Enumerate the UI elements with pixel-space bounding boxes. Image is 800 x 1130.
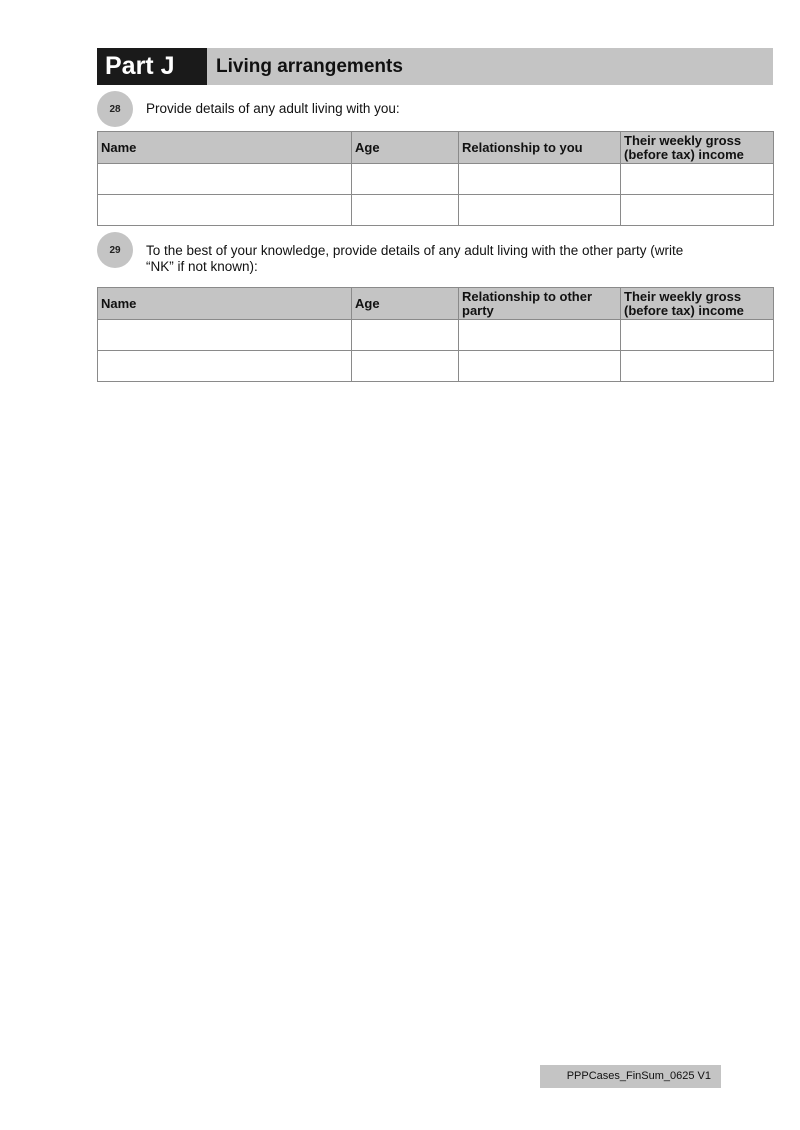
weekly-income-cell[interactable]: [621, 164, 774, 195]
relationship-cell[interactable]: [459, 351, 621, 382]
question-text-line: To the best of your knowledge, provide details of any adult living with the other party (write: [146, 243, 684, 258]
question-text-line: “NK” if not known):: [146, 259, 258, 274]
table-row: [98, 164, 774, 195]
part-header: [97, 48, 773, 85]
relationship-cell[interactable]: [459, 195, 621, 226]
question-number-badge: 29: [97, 232, 133, 268]
name-cell[interactable]: [98, 351, 352, 382]
column-header-name: Name: [98, 132, 352, 164]
question-text: [146, 243, 683, 275]
weekly-income-cell[interactable]: [621, 351, 774, 382]
column-header-weekly-income: Their weekly gross (before tax) income: [621, 132, 774, 164]
column-header-relationship: Relationship to you: [459, 132, 621, 164]
age-cell[interactable]: [352, 164, 459, 195]
form-reference: PPPCases_FinSum_0625 V1: [540, 1065, 721, 1088]
name-cell[interactable]: [98, 195, 352, 226]
weekly-income-cell[interactable]: [621, 195, 774, 226]
name-cell[interactable]: [98, 164, 352, 195]
table-row: [98, 320, 774, 351]
age-cell[interactable]: [352, 195, 459, 226]
relationship-cell[interactable]: [459, 320, 621, 351]
name-cell[interactable]: [98, 320, 352, 351]
column-header-name: Name: [98, 288, 352, 320]
age-cell[interactable]: [352, 320, 459, 351]
age-cell[interactable]: [352, 351, 459, 382]
table-header-row: [98, 132, 774, 164]
adults-living-with-other-party-table: [97, 287, 774, 382]
column-header-weekly-income: Their weekly gross (before tax) income: [621, 288, 774, 320]
question-number-badge: 28: [97, 91, 133, 127]
part-label: Part J: [97, 48, 207, 85]
adults-living-with-you-table: [97, 131, 774, 226]
column-header-age: Age: [352, 288, 459, 320]
relationship-cell[interactable]: [459, 164, 621, 195]
table-header-row: [98, 288, 774, 320]
table-row: [98, 351, 774, 382]
part-title: Living arrangements: [216, 56, 403, 77]
column-header-age: Age: [352, 132, 459, 164]
table-row: [98, 195, 774, 226]
question-text: Provide details of any adult living with you:: [146, 101, 400, 116]
weekly-income-cell[interactable]: [621, 320, 774, 351]
column-header-relationship: Relationship to other party: [459, 288, 621, 320]
